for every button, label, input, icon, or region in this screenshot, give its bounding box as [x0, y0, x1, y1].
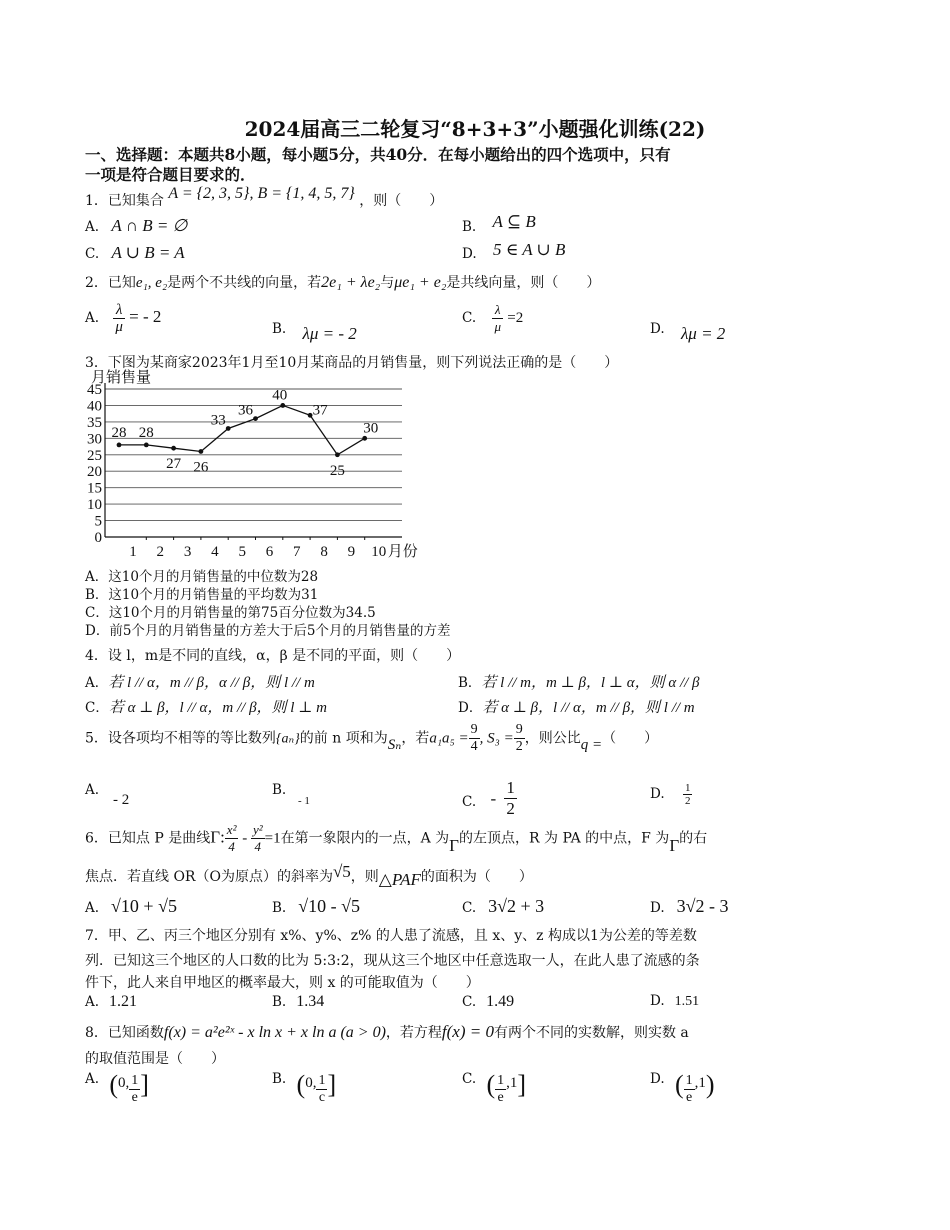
q2-stem-a: 2．已知	[85, 275, 136, 291]
data-label: 37	[312, 402, 328, 419]
q7-option-d[interactable]	[650, 993, 699, 1010]
q5-option-b-label: B.	[272, 782, 287, 798]
q4-option-c[interactable]	[85, 696, 327, 717]
y-tick-label: 0	[94, 530, 102, 546]
q8-option-b-fraction	[316, 1073, 327, 1106]
x-tick-label: 9	[347, 544, 356, 560]
x-tick-label: 7	[293, 544, 301, 560]
q5-option-d-num: 1	[684, 782, 691, 794]
question-5-stem	[85, 722, 658, 755]
question-7-line2: 列．已知这三个地区的人口数的比为 5:3:2，现从这三个地区中任意选取一人，在此人患了流感的条	[85, 953, 700, 969]
q4-option-d-text: 若 α ⊥ β，l // α，m // β，则 l // m	[482, 700, 695, 716]
q8-option-b-rparen: ]	[327, 1070, 337, 1099]
q2-option-a[interactable]	[85, 302, 161, 335]
q7-option-c[interactable]	[462, 993, 514, 1011]
q5-option-b-text: - 1	[298, 795, 310, 807]
question-6-stem-line1: 6．已知点 P 是曲线Γ: $\frac{\text{x²}}{4}$ - $\frac{\text{y²}}{4}$ =1在第一象限内的一点，A 为Γ的左顶点，R 为 PA 的中点，F 为Γ的右	[85, 822, 708, 855]
q8-option-d-num: 1	[685, 1073, 693, 1088]
q1-option-d-text: 5 ∈ A ∪ B	[492, 240, 566, 259]
q4-option-d[interactable]	[458, 696, 695, 717]
q8-option-a-rparen: ]	[140, 1070, 149, 1099]
y-tick-label: 10	[87, 497, 102, 514]
q1-option-a[interactable]	[85, 216, 187, 236]
q8-option-c-den: e	[497, 1090, 504, 1105]
section-heading-line2: 一项是符合题目要求的．	[85, 165, 256, 184]
q7-option-d-text: 1.51	[674, 994, 700, 1009]
q3-option-b[interactable]: B．这10个月的月销售量的平均数为31	[85, 587, 319, 603]
q2-option-c-label: C.	[462, 310, 477, 326]
y-tick-label: 40	[87, 398, 102, 415]
q3-option-a[interactable]: A．这10个月的月销售量的中位数为28	[85, 569, 319, 585]
q1-tail: ，则（ ）	[359, 193, 444, 209]
q6-option-c-text: 3√2 + 3	[488, 896, 545, 916]
chart-axes	[105, 383, 402, 537]
question-3-stem: 3．下图为某商家2023年1月至10月某商品的月销售量，则下列说法正确的是（ ）	[85, 355, 619, 371]
q5-option-a[interactable]	[85, 782, 130, 808]
q8-option-a[interactable]	[85, 1070, 149, 1106]
q6-y2: y²	[252, 822, 263, 837]
q5-stem-d: ，则公比	[524, 730, 581, 747]
q5-cond2: , S₃ =	[479, 730, 514, 747]
q4-option-a[interactable]	[85, 671, 315, 692]
q5-option-c-sign: -	[490, 789, 497, 808]
data-label: 27	[166, 456, 182, 473]
q4-option-b[interactable]	[458, 671, 700, 692]
q5-stem-a: 5．设各项均不相等的等比数列	[85, 730, 276, 747]
q8-option-b-den: c	[318, 1090, 326, 1105]
q5-stem-e: （ ）	[602, 730, 659, 747]
q8-option-c-num: 1	[497, 1073, 505, 1088]
q6-option-a[interactable]	[85, 896, 177, 917]
q5-option-b[interactable]	[272, 782, 310, 807]
q8-option-a-num: 1	[131, 1073, 139, 1088]
data-label: 28	[111, 424, 127, 441]
q2-option-a-rest: = - 2	[129, 307, 162, 326]
q5-cond1: a₁a₅ =	[429, 730, 469, 747]
q3-option-d[interactable]: D．前5个月的月销售量的方差大于后5个月的月销售量的方差	[85, 623, 451, 639]
q8-option-d-rparen: )	[705, 1070, 715, 1099]
q2-option-a-den: μ	[115, 319, 123, 335]
q4-option-b-text: 若 l // m，m ⊥ β，l ⊥ α，则 α // β	[481, 675, 700, 691]
q6-line2-c: 的面积为（ ）	[420, 869, 533, 885]
q4-option-c-text: 若 α ⊥ β，l // α，m // β，则 l ⊥ m	[108, 700, 327, 716]
q6-option-d[interactable]	[650, 896, 729, 917]
q8-option-b-start: 0,	[305, 1075, 317, 1091]
q5-option-a-label: A.	[85, 782, 100, 798]
q8-option-a-lparen: (	[109, 1070, 119, 1099]
x-tick-label: 10	[371, 544, 387, 560]
q1-sets: A = {2, 3, 5}, B = {1, 4, 5, 7}	[168, 185, 355, 202]
question-8-line2: 的取值范围是（ ）	[85, 1051, 225, 1067]
q2-vectors: e₁, e₂	[135, 275, 168, 291]
q6-x-fraction	[225, 822, 239, 855]
q8-equation: f(x) = 0	[441, 1022, 494, 1041]
q6-slope: √5	[332, 862, 351, 881]
data-point	[280, 403, 285, 408]
data-label: 33	[210, 412, 226, 429]
y-tick-label: 5	[94, 513, 102, 530]
page-title: 2024届高三二轮复习“8+3+3”小题强化训练(22)	[244, 117, 706, 141]
x-tick-label: 6	[265, 544, 274, 560]
q2-expr2: μe₁ + e₂	[394, 274, 447, 291]
q2-option-a-num: λ	[113, 302, 125, 319]
q5-stem-c: ，若	[401, 730, 430, 747]
q6-option-b-text: √10 - √5	[298, 896, 360, 916]
q7-option-a-label: A.	[85, 994, 100, 1010]
q1-option-a-label: A.	[85, 219, 100, 235]
q6-gamma-1: Γ	[449, 835, 459, 855]
q8-option-c-rparen: ]	[517, 1070, 527, 1099]
q5-sn: Sₙ	[387, 736, 402, 753]
q8-option-b[interactable]	[272, 1070, 336, 1106]
q2-expr1: 2e₁ + λe₂	[321, 274, 381, 291]
q1-option-c-label: C.	[85, 246, 100, 262]
data-point	[362, 436, 367, 441]
q5-cond2-num: 9	[515, 722, 523, 737]
q5-option-c-den: 2	[506, 799, 515, 818]
q1-option-b[interactable]	[462, 212, 536, 236]
q4-option-c-label: C．	[85, 700, 109, 716]
q7-option-b-label: B.	[272, 994, 287, 1010]
q7-option-b-text: 1.34	[296, 993, 325, 1010]
q8-option-d-end: ,1	[694, 1075, 706, 1091]
q5-q: q =	[580, 736, 603, 753]
q8-option-a-label: A.	[85, 1071, 100, 1087]
q5-option-d[interactable]	[650, 782, 692, 807]
q8-option-c[interactable]	[462, 1070, 526, 1106]
q2-option-b[interactable]	[272, 318, 357, 343]
x-tick-label: 8	[320, 544, 328, 560]
data-point	[226, 426, 231, 431]
q2-stem-c: 与	[380, 275, 395, 291]
data-point	[171, 446, 176, 451]
q8-stem-c: 有两个不同的实数解，则实数 a	[493, 1025, 689, 1041]
q8-option-d[interactable]	[650, 1070, 715, 1106]
q6-line2-a: 焦点．若直线 OR（O为原点）的斜率为	[85, 869, 333, 885]
q6-stem-c: 的左顶点，R 为 PA 的中点，F 为	[459, 830, 670, 847]
data-label: 30	[363, 420, 379, 437]
question-8-line1	[85, 1022, 689, 1042]
q2-option-d[interactable]	[650, 318, 726, 343]
q4-option-a-text: 若 l // α，m // β，α // β，则 l // m	[108, 675, 315, 691]
question-6-stem-line2	[85, 862, 533, 889]
sales-chart	[85, 368, 425, 566]
y-tick-label: 15	[87, 480, 102, 497]
q8-option-a-start: 0,	[118, 1075, 130, 1091]
q2-option-b-text: λμ = - 2	[302, 324, 357, 343]
q2-option-c-fraction	[492, 302, 503, 335]
q5-cond1-fraction	[469, 722, 480, 755]
q1-stem-text: 1．已知集合	[85, 193, 164, 209]
chart-labels	[91, 368, 418, 560]
q1-option-b-label: B.	[462, 219, 477, 235]
q8-option-a-den: e	[131, 1090, 138, 1105]
q4-option-a-label: A．	[85, 675, 109, 691]
question-7-line1: 7．甲、乙、丙三个地区分别有 x%、y%、z% 的人患了流感，且 x、y、z 构成以1为公差的等差数	[85, 928, 697, 944]
q5-cond1-den: 4	[470, 739, 478, 754]
q1-option-a-text: A ∩ B = ∅	[111, 216, 188, 235]
q7-option-b[interactable]	[272, 993, 324, 1011]
q2-option-d-text: λμ = 2	[680, 324, 726, 343]
q7-option-d-label: D.	[650, 993, 665, 1009]
q2-option-b-label: B.	[272, 321, 287, 337]
q8-option-d-den: e	[686, 1090, 693, 1105]
q8-option-b-lparen: (	[296, 1070, 306, 1099]
y-tick-label: 25	[87, 447, 102, 464]
q1-option-c-text: A ∪ B = A	[111, 243, 185, 262]
x-tick-label: 2	[156, 544, 165, 560]
q5-option-d-fraction	[683, 782, 693, 807]
q6-option-b[interactable]	[272, 896, 360, 917]
q6-stem-b: 在第一象限内的一点，A 为	[280, 830, 450, 847]
q5-sequence: {aₙ}	[275, 731, 300, 747]
x-tick-label: 1	[129, 544, 137, 560]
q5-cond2-fraction	[514, 722, 525, 755]
q8-option-c-lparen: (	[486, 1070, 496, 1099]
q6-stem-d: 的右	[679, 830, 708, 847]
q5-option-d-den: 2	[684, 795, 691, 807]
q5-cond1-num: 9	[470, 722, 478, 737]
q8-option-d-label: D.	[650, 1071, 665, 1087]
y-tick-label: 35	[87, 414, 102, 431]
q7-option-a[interactable]	[85, 993, 137, 1011]
data-label: 36	[238, 402, 253, 419]
q7-option-c-label: C.	[462, 994, 477, 1010]
data-point	[335, 452, 340, 457]
q8-stem-a: 8．已知函数	[85, 1025, 164, 1041]
q6-option-d-text: 3√2 - 3	[676, 896, 729, 916]
x-tick-label: 3	[183, 544, 192, 560]
q8-option-d-lparen: (	[674, 1070, 684, 1099]
question-7-line3: 件下，此人来自甲地区的概率最大，则 x 的可能取值为（ ）	[85, 975, 480, 991]
q6-option-c[interactable]	[462, 896, 544, 917]
data-label: 26	[193, 459, 209, 476]
q6-y-fraction	[251, 822, 265, 855]
q8-option-c-fraction	[495, 1073, 506, 1106]
q1-option-c[interactable]	[85, 243, 185, 263]
q6-stem-a: 6．已知点 P 是曲线	[85, 830, 211, 847]
q6-gamma-2: Γ	[669, 835, 680, 855]
data-label: 28	[138, 424, 154, 441]
q8-option-b-label: B.	[272, 1071, 287, 1087]
q5-stem-b: 的前 n 项和为	[299, 730, 388, 747]
q1-option-d[interactable]	[462, 240, 566, 263]
q2-stem-d: 是共线向量，则（ ）	[446, 275, 601, 291]
y-axis-label: 月销售量	[91, 370, 152, 386]
q4-option-d-label: D．	[458, 700, 483, 716]
x-tick-label: 4	[211, 544, 219, 560]
q6-triangle: △PAF	[378, 870, 421, 889]
question-4-stem: 4．设 l，m是不同的直线，α，β 是不同的平面，则（ ）	[85, 648, 461, 664]
q2-option-c-num: λ	[492, 302, 503, 319]
q6-curve-rest: =1	[264, 830, 281, 847]
q8-option-d-fraction	[684, 1073, 695, 1106]
q5-cond2-den: 2	[515, 739, 523, 754]
q2-option-c-den: μ	[494, 319, 501, 334]
chart-grid	[105, 389, 402, 521]
q8-function: f(x) = a²e²ˣ - x ln x + x ln a (a > 0)	[163, 1024, 386, 1041]
q6-curve: Γ:	[210, 827, 225, 847]
q6-x2: x²	[226, 822, 237, 837]
q6-option-b-label: B.	[272, 900, 287, 916]
x-axis-label: 月份	[387, 544, 418, 560]
y-tick-label: 20	[87, 464, 102, 481]
data-label: 40	[272, 387, 288, 404]
q2-option-a-label: A.	[85, 310, 100, 326]
q8-option-a-fraction	[129, 1073, 140, 1106]
x-tick-label: 5	[238, 544, 246, 560]
q2-stem-b: 是两个不共线的向量，若	[167, 275, 322, 291]
data-point	[117, 443, 122, 448]
q5-option-c[interactable]	[462, 778, 517, 819]
question-1-stem	[85, 185, 444, 210]
q8-option-c-label: C.	[462, 1071, 477, 1087]
q1-option-d-label: D.	[462, 246, 477, 262]
data-point	[199, 449, 204, 454]
q8-option-c-end: ,1	[506, 1075, 518, 1091]
data-label: 25	[329, 462, 345, 479]
q5-option-c-num: 1	[506, 778, 515, 797]
q6-line2-b: ，则	[350, 869, 379, 885]
q1-option-b-text: A ⊆ B	[492, 212, 536, 231]
q6-x-den: 4	[228, 839, 235, 854]
q5-option-a-text: - 2	[113, 792, 130, 808]
q2-option-c-rest: =2	[507, 310, 524, 326]
q3-option-c[interactable]: C．这10个月的月销售量的第75百分位数为34.5	[85, 605, 376, 621]
q2-option-c[interactable]	[462, 302, 523, 335]
q8-option-b-num: 1	[318, 1073, 326, 1088]
y-tick-label: 30	[87, 431, 102, 448]
q8-stem-b: ，若方程	[385, 1025, 442, 1041]
q5-option-d-label: D.	[650, 786, 665, 802]
q2-option-d-label: D.	[650, 321, 665, 337]
y-tick-label: 45	[87, 382, 102, 398]
q5-option-c-label: C.	[462, 794, 477, 810]
section-heading-line1: 一、选择题：本题共8小题，每小题5分，共40分．在每小题给出的四个选项中，只有	[85, 145, 671, 164]
q7-option-c-text: 1.49	[486, 993, 515, 1010]
q6-option-d-label: D.	[650, 900, 665, 916]
q5-option-c-fraction	[504, 778, 517, 819]
data-point	[253, 416, 258, 421]
data-point	[144, 443, 149, 448]
q4-option-b-label: B．	[458, 675, 482, 691]
q6-option-a-label: A.	[85, 900, 100, 916]
question-2-stem	[85, 272, 600, 292]
q7-option-a-text: 1.21	[109, 993, 138, 1010]
q2-option-a-fraction	[113, 302, 125, 335]
q6-y-den: 4	[254, 839, 262, 854]
q6-option-c-label: C.	[462, 900, 477, 916]
q6-option-a-text: √10 + √5	[111, 896, 177, 916]
